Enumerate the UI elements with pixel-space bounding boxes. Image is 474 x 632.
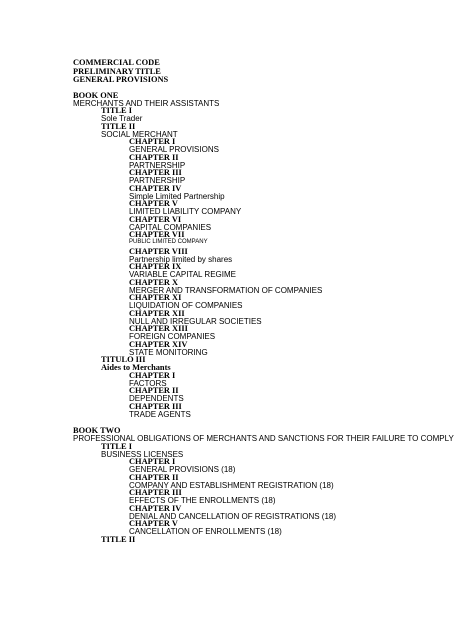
chapter-label: CHAPTER VII (129, 230, 185, 239)
chapter-text: GENERAL PROVISIONS (129, 145, 219, 154)
chapter-label: CHAPTER I (129, 371, 176, 380)
chapter-label: CHAPTER IX (129, 262, 182, 271)
chapter-label: CHAPTER I (129, 457, 176, 466)
code-title: COMMERCIAL CODE (73, 58, 160, 67)
chapter-label: CHAPTER I (129, 137, 176, 146)
book-one-title-ii-text: SOCIAL MERCHANT (101, 130, 178, 139)
chapter-label: CHAPTER VIII (129, 247, 188, 256)
chapter-label: CHAPTER XIV (129, 340, 188, 349)
book-one-title-i-text: Sole Trader (101, 114, 143, 123)
chapter-label: CHAPTER III (129, 488, 182, 497)
chapter-label: CHAPTER XI (129, 293, 182, 302)
chapter-text: DENIAL AND CANCELLATION OF REGISTRATIONS (18) (129, 512, 336, 521)
chapter-label: CHAPTER V (129, 199, 178, 208)
chapter-label: CHAPTER III (129, 168, 182, 177)
chapter-text: FOREIGN COMPANIES (129, 332, 216, 341)
book-two-title-i-text: BUSINESS LICENSES (101, 450, 184, 459)
book-two-title-ii-label: TITLE II (101, 535, 136, 544)
book-two-label: BOOK TWO (73, 426, 121, 435)
book-two-title-i-label: TITLE I (101, 442, 132, 451)
chapter-label: CHAPTER X (129, 278, 179, 287)
general-provisions-heading: GENERAL PROVISIONS (73, 75, 169, 84)
chapter-label: CHAPTER XIII (129, 324, 188, 333)
chapter-text: MERGER AND TRANSFORMATION OF COMPANIES (129, 286, 323, 295)
chapter-text: CAPITAL COMPANIES (129, 223, 212, 232)
preliminary-title: PRELIMINARY TITLE (73, 67, 161, 76)
chapter-label: CHAPTER XII (129, 309, 185, 318)
chapter-text: DEPENDENTS (129, 394, 184, 403)
book-one-title-ii-label: TITLE II (101, 122, 136, 131)
chapter-label: CHAPTER V (129, 519, 178, 528)
titulo-iii-text: Aides to Merchants (101, 363, 171, 372)
chapter-text: GENERAL PROVISIONS (18) (129, 465, 236, 474)
book-one-subtitle: MERCHANTS AND THEIR ASSISTANTS (73, 99, 220, 108)
chapter-text: Simple Limited Partnership (129, 192, 225, 201)
chapter-label: CHAPTER II (129, 386, 179, 395)
chapter-text: NULL AND IRREGULAR SOCIETIES (129, 317, 262, 326)
chapter-text: CANCELLATION OF ENROLLMENTS (18) (129, 527, 282, 536)
chapter-text: PARTNERSHIP (129, 176, 186, 185)
book-two-subtitle: PROFESSIONAL OBLIGATIONS OF MERCHANTS AND SANCTIONS FOR THEIR FAILURE TO COMPLY (73, 434, 454, 443)
chapter-label: CHAPTER VI (129, 215, 182, 224)
chapter-text: PUBLIC LIMITED COMPANY (129, 239, 208, 245)
chapter-text: STATE MONITORING (129, 348, 208, 357)
book-one-title-i-label: TITLE I (101, 106, 132, 115)
chapter-label: CHAPTER IV (129, 504, 182, 513)
chapter-label: CHAPTER IV (129, 184, 182, 193)
chapter-label: CHAPTER III (129, 402, 182, 411)
chapter-text: Partnership limited by shares (129, 255, 233, 264)
chapter-text: LIMITED LIABILITY COMPANY (129, 207, 242, 216)
chapter-text: FACTORS (129, 379, 167, 388)
chapter-text: LIQUIDATION OF COMPANIES (129, 301, 243, 310)
chapter-label: CHAPTER II (129, 473, 179, 482)
book-one-label: BOOK ONE (73, 91, 119, 100)
chapter-text: TRADE AGENTS (129, 410, 191, 419)
chapter-label: CHAPTER II (129, 153, 179, 162)
chapter-text: EFFECTS OF THE ENROLLMENTS (18) (129, 496, 276, 505)
chapter-text: PARTNERSHIP (129, 161, 186, 170)
titulo-iii-label: TITULO III (101, 355, 146, 364)
chapter-text: COMPANY AND ESTABLISHMENT REGISTRATION (18) (129, 481, 334, 490)
chapter-text: VARIABLE CAPITAL REGIME (129, 270, 236, 279)
